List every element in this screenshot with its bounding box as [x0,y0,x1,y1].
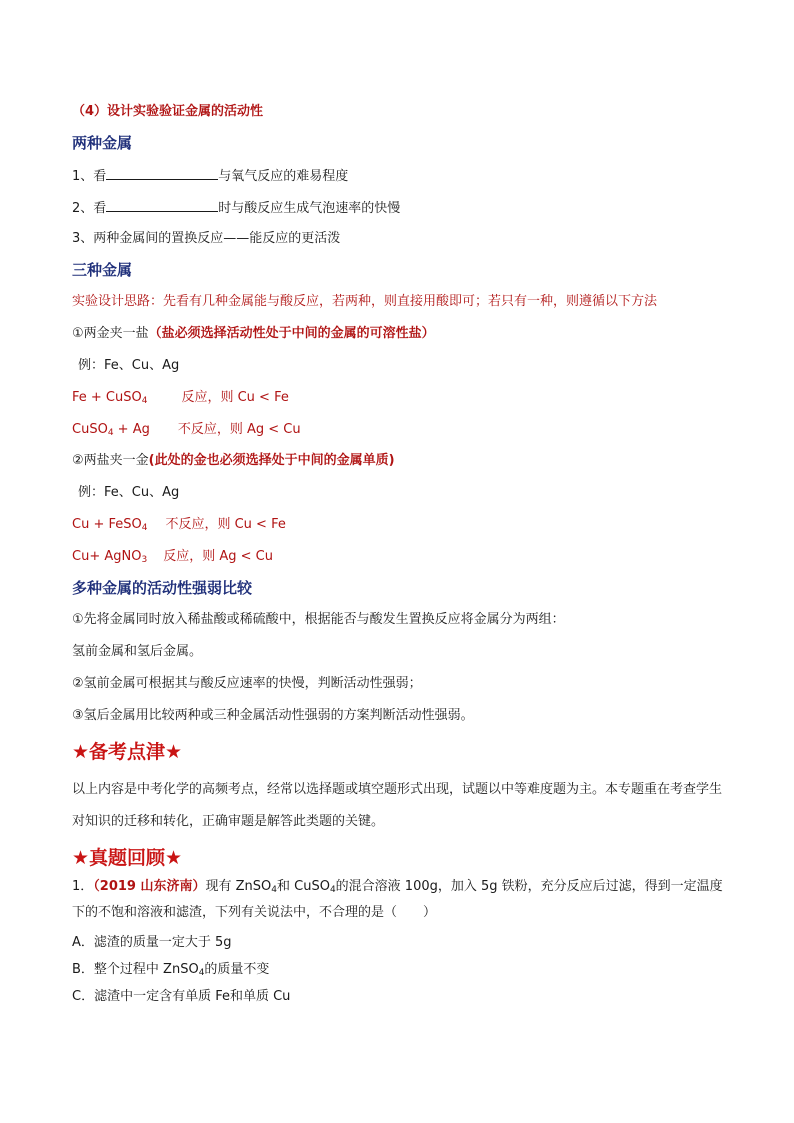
question-text-1: 现有 ZnSO [205,879,272,894]
item-1-prefix: 1、看 [72,169,107,184]
method-1-label: ①两金夹一盐 [72,326,149,341]
method-2-note: (此处的金也必须选择处于中间的金属单质) [148,453,395,468]
multi-metals-p4: ③氢后金属用比较两种或三种金属活动性强弱的方案判断活动性强弱。 [72,708,474,723]
option-b-post: 的质量不变 [204,962,270,977]
exam-tips-text: 以上内容是中考化学的高频考点，经常以选择题或填空题形式出现，试题以中等难度题为主。本专题重在考查学生对知识的迁移和转化，正确审题是解答此类题的关键。 [72,782,723,829]
equation-2 [72,421,301,439]
question-number: 1． [72,879,94,894]
multi-metals-heading: 多种金属的活动性强弱比较 [72,579,253,597]
two-metals-heading: 两种金属 [72,134,133,152]
eq-3-sub: 4 [141,523,148,533]
exam-tips-banner: ★备考点津★ [72,741,183,763]
question-text-3: 的混合溶液 100g，加入 5g 铁粉，充分反应后过滤，得到一定温度下的不饱和溶液和滤渣，下列有关说法中，不合理的是（ ） [72,879,723,920]
design-idea: 实验设计思路：先看有几种金属能与酸反应，若两种，则直接用酸即可；若只有一种，则遵循以下方法 [72,294,658,309]
option-c: C．滤渣中一定含有单质 Fe和单质 Cu [72,989,291,1004]
eq-4-sub: 3 [141,555,148,565]
eq-2-sub: 4 [107,428,114,438]
eq-4-left: Cu+ AgNO [72,549,142,564]
example-2: 例：Fe、Cu、Ag [78,485,180,500]
equation-4 [72,548,273,566]
option-a: A．滤渣的质量一定大于 5g [72,935,232,950]
method-2 [72,452,395,470]
fill-blank-2 [106,198,218,212]
method-1 [72,325,435,343]
item-2-prefix: 2、看 [72,201,107,216]
eq-1-sub: 4 [141,396,148,406]
eq-4-result: 反应，则 Ag < Cu [163,549,273,564]
two-metals-item-2 [72,198,400,218]
review-banner: ★真题回顾★ [72,847,183,869]
question-sub-2: 4 [329,885,336,895]
option-b [72,961,269,979]
option-b-sub: 4 [198,968,205,978]
equation-3 [72,516,286,534]
fill-blank-1 [106,166,218,180]
question-1 [72,874,724,926]
item-1-suffix: 与氧气反应的难易程度 [218,169,349,184]
equation-1 [72,389,289,407]
option-b-pre: B．整个过程中 ZnSO [72,962,199,977]
question-source: （2019 山东济南） [93,879,206,894]
two-metals-item-3: 3、两种金属间的置换反应——能反应的更活泼 [72,231,341,246]
method-1-note: （盐必须选择活动性处于中间的金属的可溶性盐） [148,326,435,341]
item-2-suffix: 时与酸反应生成气泡速率的快慢 [218,201,401,216]
eq-1-result: 反应，则 Cu < Fe [181,390,289,405]
eq-3-result: 不反应，则 Cu < Fe [165,517,286,532]
eq-2-plus: + Ag [113,422,150,437]
three-metals-heading: 三种金属 [72,261,133,279]
multi-metals-p3: ②氢前金属可根据其与酸反应速率的快慢，判断活动性强弱； [72,676,422,691]
eq-2-result: 不反应，则 Ag < Cu [177,422,301,437]
eq-1-left: Fe + CuSO [72,390,142,405]
eq-2-left: CuSO [72,422,108,437]
multi-metals-p2: 氢前金属和氢后金属。 [72,644,203,659]
question-sub-1: 4 [271,885,277,895]
question-text-2: 和 CuSO [277,879,330,894]
two-metals-item-1 [72,166,348,186]
method-2-label: ②两盐夹一金 [72,453,149,468]
section-title: （4）设计实验验证金属的活动性 [72,104,264,119]
multi-metals-p1: ①先将金属同时放入稀盐酸或稀硫酸中，根据能否与酸发生置换反应将金属分为两组： [72,612,565,627]
example-1: 例：Fe、Cu、Ag [78,358,180,373]
eq-3-left: Cu + FeSO [72,517,142,532]
